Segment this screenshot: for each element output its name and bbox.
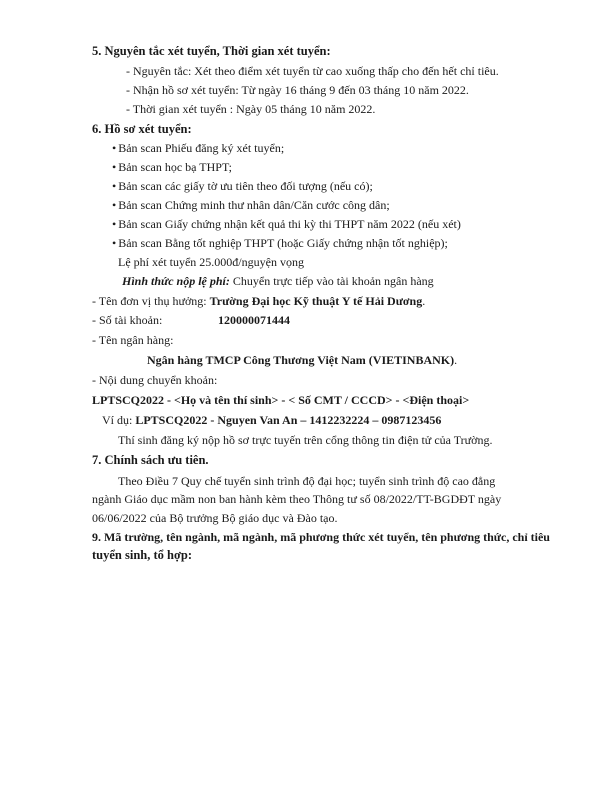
section-6-title: 6. Hồ sơ xét tuyển:: [92, 122, 192, 136]
document-bullet-item: • Bản scan Chứng minh thư nhân dân/Căn cước công dân;: [112, 198, 390, 213]
fee-line: Lệ phí xét tuyển 25.000đ/nguyện vọng: [118, 255, 304, 269]
section-5-item: - Nhận hồ sơ xét tuyển: Từ ngày 16 tháng 9 đến 03 tháng 10 năm 2022.: [126, 83, 469, 97]
section-5-item: - Nguyên tắc: Xét theo điểm xét tuyển từ cao xuống thấp cho đến hết chỉ tiêu.: [126, 64, 499, 78]
beneficiary-line: [92, 294, 425, 309]
online-note: Thí sinh đăng ký nộp hồ sơ trực tuyến trên cổng thông tin điện tử của Trường.: [118, 433, 493, 447]
example-value: LPTSCQ2022 - Nguyen Van An – 1412232224 – 0987123456: [135, 413, 442, 427]
document-bullet-item: • Bản scan Bằng tốt nghiệp THPT (hoặc Giấy chứng nhận tốt nghiệp);: [112, 236, 448, 251]
transfer-content-label: - Nội dung chuyển khoản:: [92, 373, 218, 387]
bank-line: [147, 353, 457, 368]
payment-line: [122, 274, 434, 289]
account-label: - Số tài khoản:: [92, 313, 163, 327]
section-7-line: Theo Điều 7 Quy chế tuyển sinh trình độ đại học; tuyển sinh trình độ cao đẳng: [118, 474, 496, 488]
beneficiary-end: .: [422, 294, 426, 308]
bank-label: - Tên ngân hàng:: [92, 333, 174, 347]
document-bullet-item: • Bản scan các giấy tờ ưu tiên theo đối tượng (nếu có);: [112, 179, 373, 194]
document-bullet-item: • Bản scan Phiếu đăng ký xét tuyển;: [112, 141, 284, 156]
bank-end: .: [454, 353, 458, 367]
document-bullet-item: • Bản scan Giấy chứng nhận kết quả thi kỳ thi THPT năm 2022 (nếu xét): [112, 217, 461, 232]
bank-name: Ngân hàng TMCP Công Thương Việt Nam (VIETINBANK): [147, 353, 455, 367]
account-number: 120000071444: [218, 313, 290, 327]
beneficiary-label: - Tên đơn vị thụ hưởng:: [92, 294, 207, 308]
section-7-line: 06/06/2022 của Bộ trưởng Bộ giáo dục và Đào tạo.: [92, 511, 338, 525]
section-7-title: 7. Chính sách ưu tiên.: [92, 453, 209, 467]
payment-value: Chuyển trực tiếp vào tài khoản ngân hàng: [232, 274, 434, 288]
example-line: [102, 413, 441, 428]
section-9-title-cont: tuyển sinh, tổ hợp:: [92, 548, 193, 562]
section-7-line: ngành Giáo dục mầm non ban hành kèm theo Thông tư số 08/2022/TT-BGDĐT ngày: [92, 492, 502, 506]
section-9-title: 9. Mã trường, tên ngành, mã ngành, mã phương thức xét tuyển, tên phương thức, chỉ tiêu: [92, 530, 550, 544]
example-label: Ví dụ:: [102, 413, 133, 427]
payment-label: Hình thức nộp lệ phí:: [122, 274, 230, 288]
beneficiary-value: Trường Đại học Kỹ thuật Y tế Hải Dương: [209, 294, 423, 308]
document-bullet-item: • Bản scan học bạ THPT;: [112, 160, 232, 175]
transfer-content-format: LPTSCQ2022 - <Họ và tên thí sinh> - < Số CMT / CCCD> - <Điện thoại>: [92, 393, 470, 407]
section-5-item: - Thời gian xét tuyển : Ngày 05 tháng 10 năm 2022.: [126, 102, 376, 116]
section-5-title: 5. Nguyên tắc xét tuyển, Thời gian xét tuyển:: [92, 44, 331, 58]
